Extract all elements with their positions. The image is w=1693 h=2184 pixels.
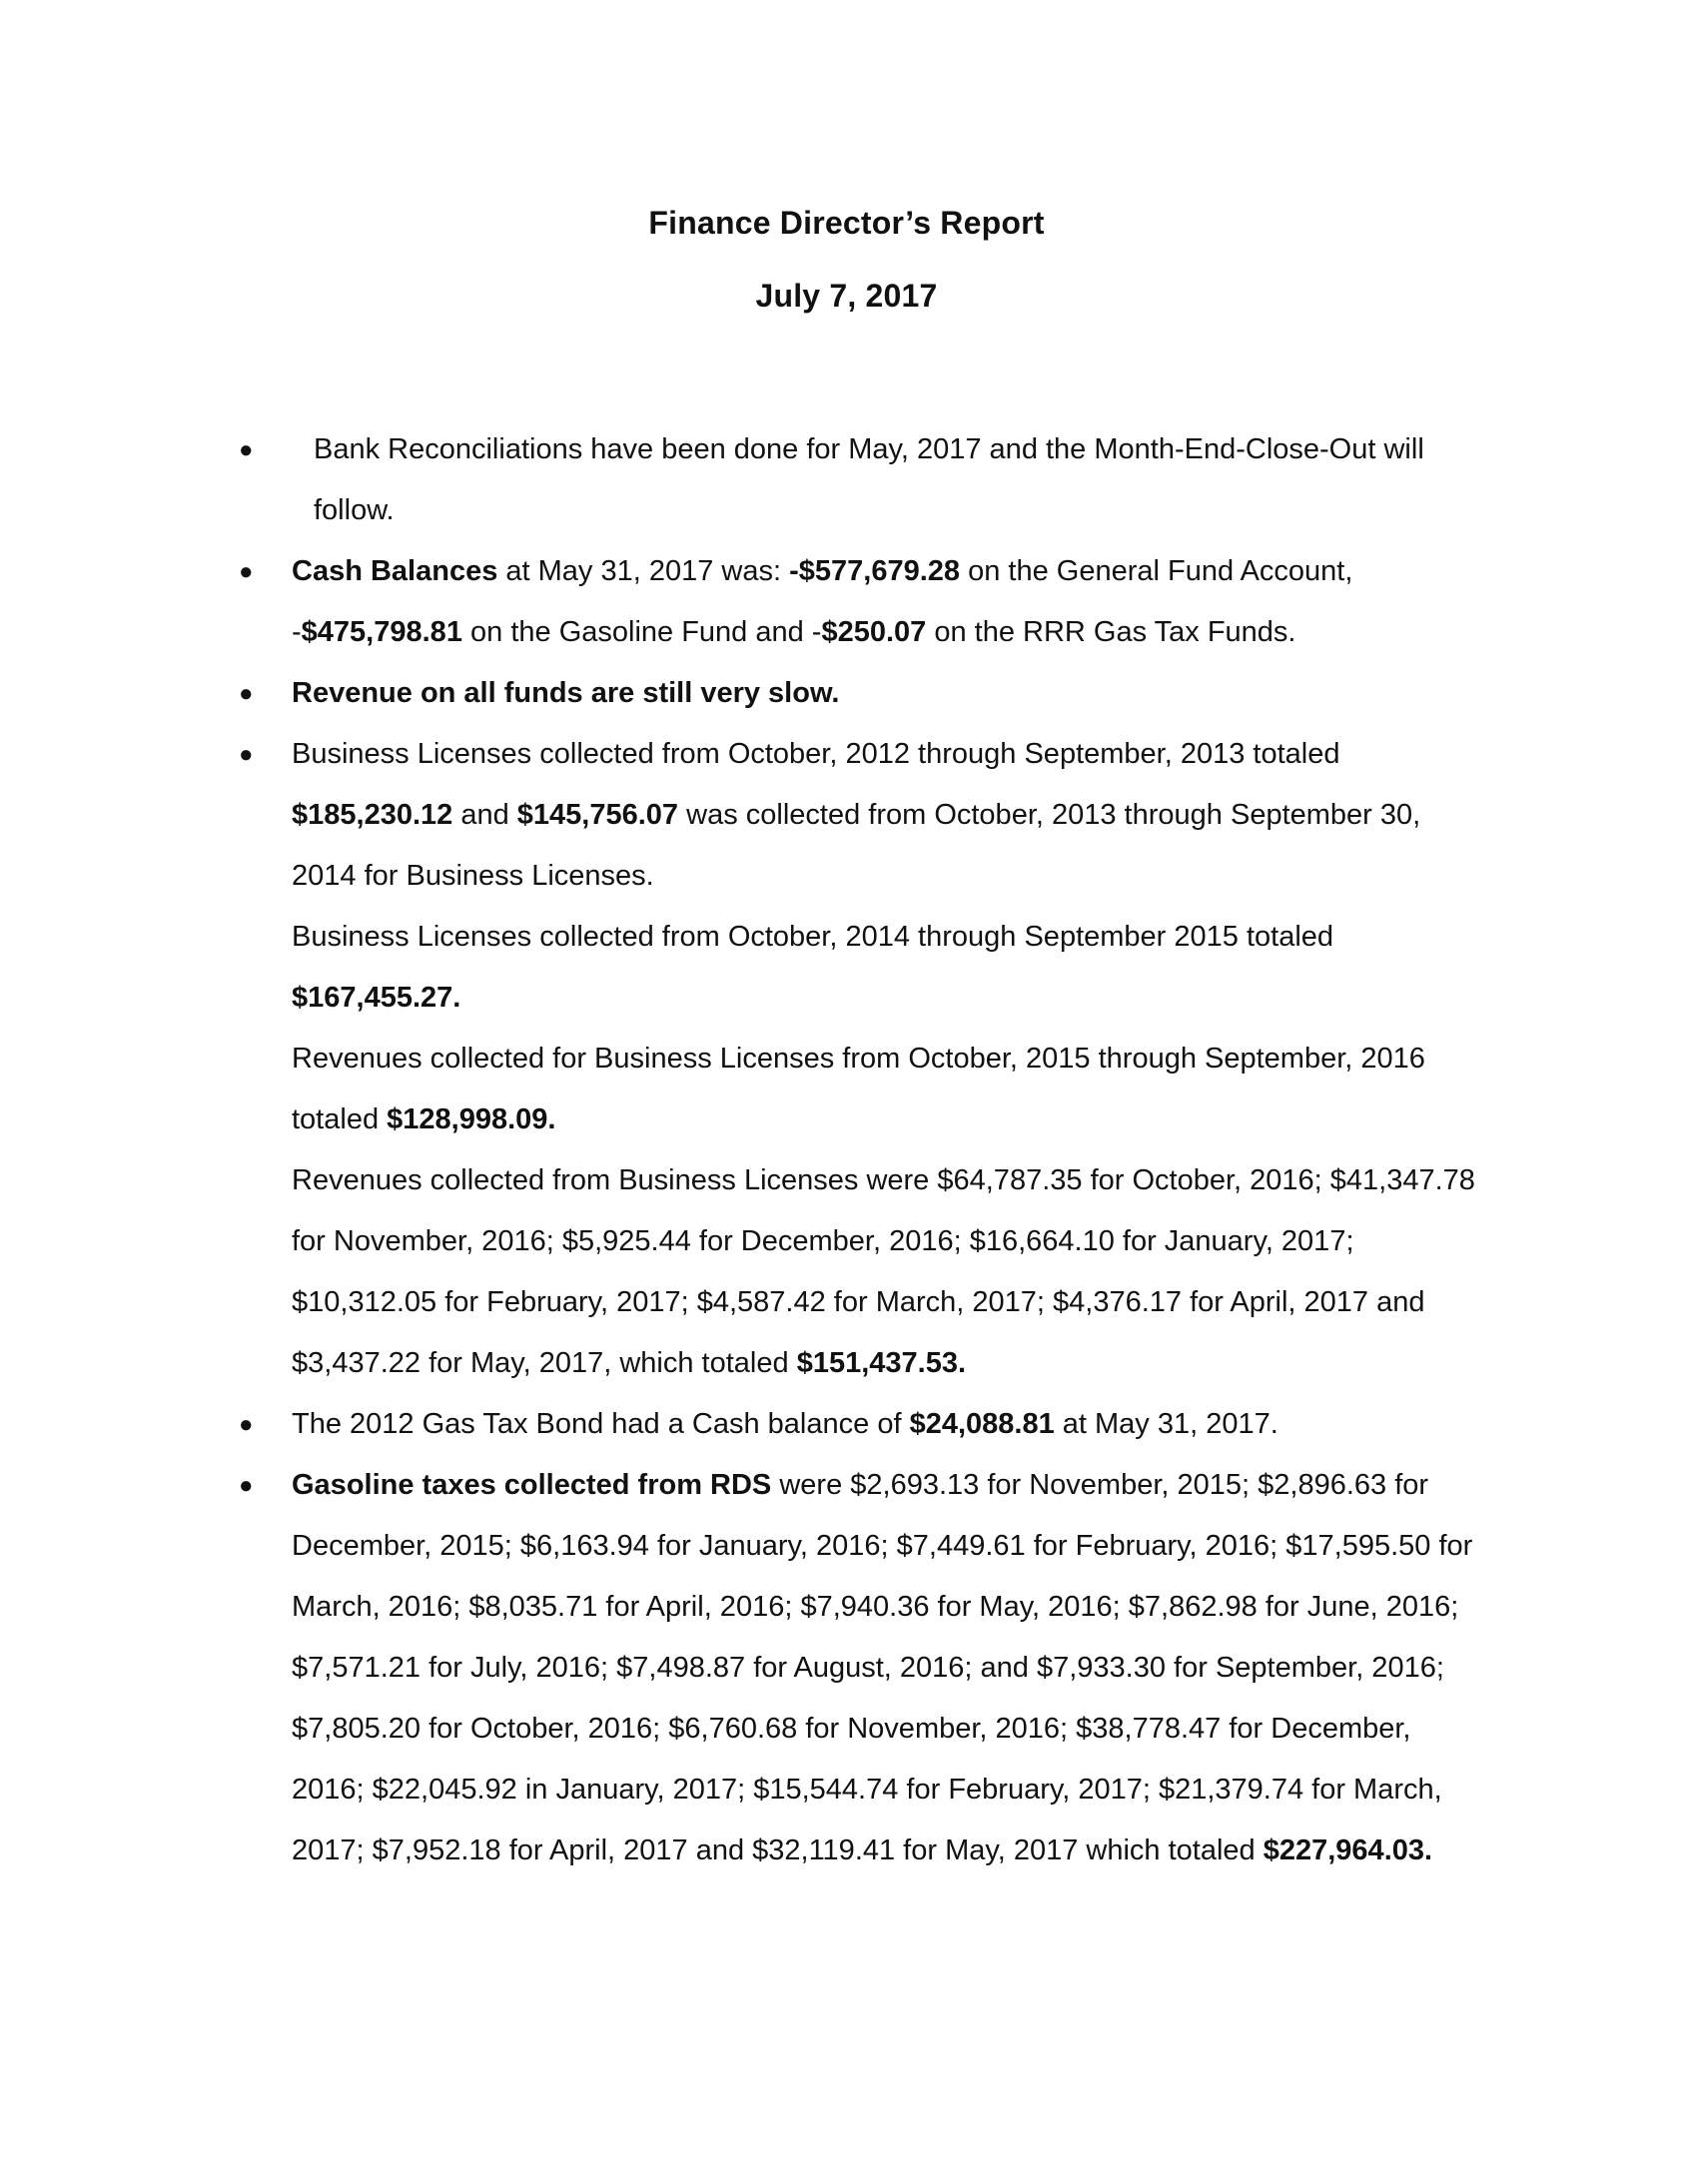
licenses-text: Revenues collected from Business Licenses were $64,787.35 for October, 2016; $41,347.78 for November, 2016; $5,925.44 for December, 2016; $16,664.10 for January, 2017; $10,312.05 for February, 2017; $4,587.42 for March, 2017; $4,376.17 for April, 2017 and $3,437.22 for May, 2017, which totaled bbox=[292, 1164, 1475, 1379]
rrr-gas-tax-balance: $250.07 bbox=[821, 616, 927, 648]
gas-tax-bond-balance: $24,088.81 bbox=[909, 1408, 1055, 1440]
report-title: Finance Director’s Report bbox=[648, 205, 1045, 241]
licenses-text: was collected from October, 2013 through September 30, 2014 for Business Licenses. bbox=[292, 799, 1421, 892]
licenses-total-2013: $185,230.12 bbox=[292, 799, 453, 831]
licenses-text: and bbox=[452, 799, 517, 831]
gasoline-taxes-text: were $2,693.13 for November, 2015; $2,896.63 for December, 2015; $6,163.94 for January, 2016; $7,449.61 for February, 2016; $17,595.50 for March, 2016; $8,035.71 for April, 2016; $7,940.36 for May, 2016; $7,862.98 for June, 2016; $7,571.21 for July, 2016; $7,498.87 for August, 2016; and $7,933.30 for September, 2016; $7,805.20 for October, 2016; $6,760.68 for November, 2016; $38,778.47 for December, 2016; $22,045.92 in January, 2017; $15,544.74 for February, 2017; $21,379.74 for March, 2017; $7,952.18 for April, 2017 and $32,119.41 for May, 2017 which totaled bbox=[292, 1469, 1473, 1866]
licenses-text: Revenues collected for Business Licenses from October, 2015 through September, 2016 totaled bbox=[292, 1043, 1425, 1135]
gasoline-taxes-label: Gasoline taxes collected from RDS bbox=[292, 1469, 772, 1501]
licenses-total-2016: $128,998.09. bbox=[387, 1103, 556, 1135]
bullet-dot-icon: ● bbox=[239, 436, 254, 463]
cash-balances-text: on the RRR Gas Tax Funds. bbox=[926, 616, 1296, 648]
report-date: July 7, 2017 bbox=[755, 278, 938, 314]
cash-balances-label: Cash Balances bbox=[292, 555, 498, 587]
bullet-item-gasoline-taxes bbox=[239, 1455, 1490, 1881]
bullet-item-cash-balances bbox=[239, 541, 1490, 663]
bullet-dot-icon: ● bbox=[239, 1411, 254, 1438]
bullet-item-bank-reconciliation bbox=[239, 419, 1492, 541]
business-licenses-paragraph-2 bbox=[292, 907, 1490, 1029]
business-licenses-paragraph-4 bbox=[292, 1150, 1490, 1394]
revenue-statement: Revenue on all funds are still very slow. bbox=[292, 677, 840, 709]
bullet-dot-icon: ● bbox=[239, 680, 254, 707]
general-fund-balance: -$577,679.28 bbox=[789, 555, 961, 587]
gas-tax-bond-text: at May 31, 2017. bbox=[1054, 1408, 1278, 1440]
bullet-dot-icon: ● bbox=[239, 741, 254, 768]
gas-tax-bond-text: The 2012 Gas Tax Bond had a Cash balance of bbox=[292, 1408, 910, 1440]
bullet-item-gas-tax-bond bbox=[239, 1394, 1490, 1455]
cash-balances-text: at May 31, 2017 was: bbox=[497, 555, 790, 587]
gasoline-fund-balance: $475,798.81 bbox=[301, 616, 462, 648]
licenses-total-2015: $167,455.27. bbox=[292, 982, 461, 1014]
business-licenses-paragraph-3 bbox=[292, 1029, 1490, 1150]
cash-balances-text: on the General Fund Account, - bbox=[292, 555, 1353, 648]
gasoline-taxes-total: $227,964.03. bbox=[1263, 1834, 1433, 1866]
bullet-dot-icon: ● bbox=[239, 1472, 254, 1499]
report-body bbox=[0, 419, 1693, 1881]
licenses-text: Business Licenses collected from October, 2012 through September, 2013 totaled bbox=[292, 738, 1340, 770]
licenses-total-2014: $145,756.07 bbox=[516, 799, 679, 831]
bullet-item-revenue bbox=[239, 663, 1490, 724]
bank-reconciliation-text: Bank Reconciliations have been done for May, 2017 and the Month-End-Close-Out will follow. bbox=[314, 433, 1424, 526]
cash-balances-text: on the Gasoline Fund and - bbox=[461, 616, 822, 648]
business-licenses-paragraph-1 bbox=[292, 724, 1490, 907]
licenses-text: Business Licenses collected from October, 2014 through September 2015 totaled bbox=[292, 921, 1334, 953]
licenses-total-2017: $151,437.53. bbox=[796, 1347, 967, 1379]
bullet-item-business-licenses bbox=[239, 724, 1490, 1394]
bullet-dot-icon: ● bbox=[239, 558, 254, 585]
